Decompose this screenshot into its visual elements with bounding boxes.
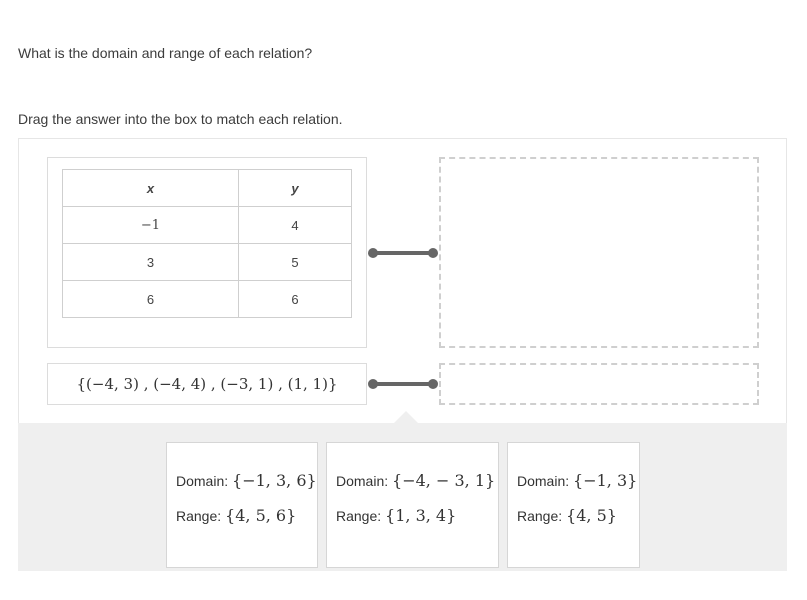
table-header-x: x [63, 170, 239, 207]
relation-table-card [47, 157, 367, 348]
relation-set-card [47, 363, 367, 405]
relation-set-text: {(−4, 3) , (−4, 4) , (−3, 1) , (1, 1)} [76, 375, 338, 393]
answer-tile-2[interactable] [326, 442, 499, 568]
table-row [63, 281, 352, 318]
table-row [63, 207, 352, 244]
tray-pointer [394, 411, 418, 423]
table-cell: 5 [239, 244, 352, 281]
table-connector [368, 250, 438, 256]
range-value: {4, 5, 6} [225, 506, 297, 525]
domain-value: {−1, 3, 6} [232, 471, 317, 490]
table-header-row [63, 170, 352, 207]
range-label: Range: [517, 508, 563, 524]
table-drop-zone[interactable] [439, 157, 759, 348]
range-label: Range: [336, 508, 382, 524]
set-connector [368, 381, 438, 387]
answer-tile-1[interactable] [166, 442, 318, 568]
range-value: {1, 3, 4} [385, 506, 457, 525]
table-cell: 4 [239, 207, 352, 244]
answer-tile-3[interactable] [507, 442, 640, 568]
table-row [63, 244, 352, 281]
domain-label: Domain: [176, 473, 229, 489]
domain-value: {−1, 3} [573, 471, 638, 490]
instruction-text: Drag the answer into the box to match each relation. [18, 111, 343, 127]
relation-table [62, 169, 352, 318]
domain-label: Domain: [336, 473, 389, 489]
range-value: {4, 5} [566, 506, 617, 525]
range-label: Range: [176, 508, 222, 524]
domain-value: {−4, − 3, 1} [392, 471, 496, 490]
question-text: What is the domain and range of each relation? [18, 45, 313, 61]
table-cell: 6 [239, 281, 352, 318]
table-cell: 3 [63, 244, 239, 281]
set-drop-zone[interactable] [439, 363, 759, 405]
table-header-y: y [239, 170, 352, 207]
domain-label: Domain: [517, 473, 570, 489]
table-cell: −1 [63, 207, 239, 244]
table-cell: 6 [63, 281, 239, 318]
